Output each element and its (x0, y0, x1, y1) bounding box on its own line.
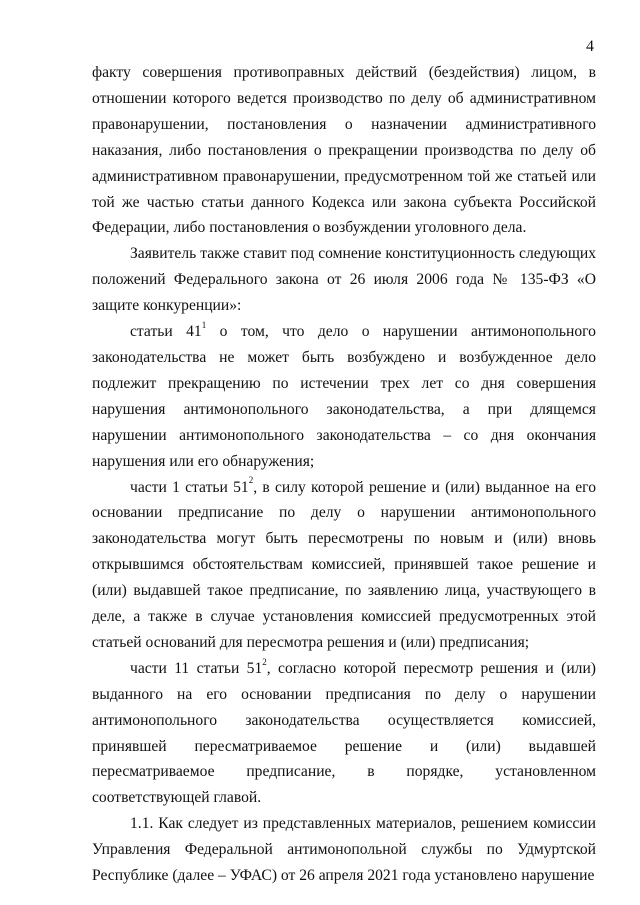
paragraph-article-41-1 (92, 319, 596, 474)
document-body (92, 60, 596, 889)
superscript-number: 2 (262, 656, 267, 667)
article-reference: статьи 41 (130, 323, 202, 341)
paragraph-continuation: факту совершения противоправных действий (бездействия) лицом, в отношении которого ведется производство по делу об административном правонарушении, постановления о назначении административного наказания, либо постановления о прекращении производства по делу об административном правонарушении, предусмотренном той же статьей или той же частью статьи данного Кодекса или закона субъекта Российской Федерации, либо постановления о возбуждении уголовного дела. (92, 64, 596, 237)
paragraph-part-11-article-51-2 (92, 656, 596, 811)
paragraph-text: о том, что дело о нарушении антимонопольного законодательства не может быть возбуждено и возбужденное дело подлежит прекращению по истечении трех лет со дня совершения нарушения антимонопольного законодательства, а при длящемся нарушении антимонопольного законодательства – со дня окончания нарушения или его обнаружения; (92, 323, 596, 470)
article-reference: части 11 статьи 51 (130, 659, 263, 677)
paragraph-text: , согласно которой пересмотр решения и (или) выданного на его основании предписания по делу о нарушении антимонопольного законодательства осуществляется комиссией, принявшей пересматриваемое решение и (или) выдавшей пересматриваемое предписание, в порядке, установленном соответствующей главой. (92, 659, 596, 807)
superscript-number: 2 (248, 475, 254, 486)
paragraph-section-1-1: 1.1. Как следует из представленных материалов, решением комиссии Управления Федеральной антимонопольной службы по Удмуртской Республике (далее – УФАС) от 26 апреля 2021 года установлено нарушение (92, 815, 596, 885)
paragraph-part-1-article-51-2 (92, 475, 596, 656)
page-number: 4 (586, 38, 594, 55)
superscript-number: 1 (201, 319, 207, 330)
paragraph-text: , в силу которой решение и (или) выданное на его основании предписание по делу о нарушении антимонопольного законодательства могут быть пересмотрены по новым и (или) вновь открывшимся обстоятельствам комиссией, принявшей такое решение и (или) выдавшей такое предписание, по заявлению лица, участвующего в деле, а также в случае установления комиссией предусмотренных этой статьей оснований для пересмотра решения и (или) предписания; (92, 478, 596, 651)
paragraph-applicant-doubts: Заявитель также ставит под сомнение конституционность следующих положений Федерального закона от 26 июля 2006 года № 135-ФЗ «О защите конкуренции»: (92, 245, 596, 315)
article-reference: части 1 статьи 51 (130, 478, 249, 496)
